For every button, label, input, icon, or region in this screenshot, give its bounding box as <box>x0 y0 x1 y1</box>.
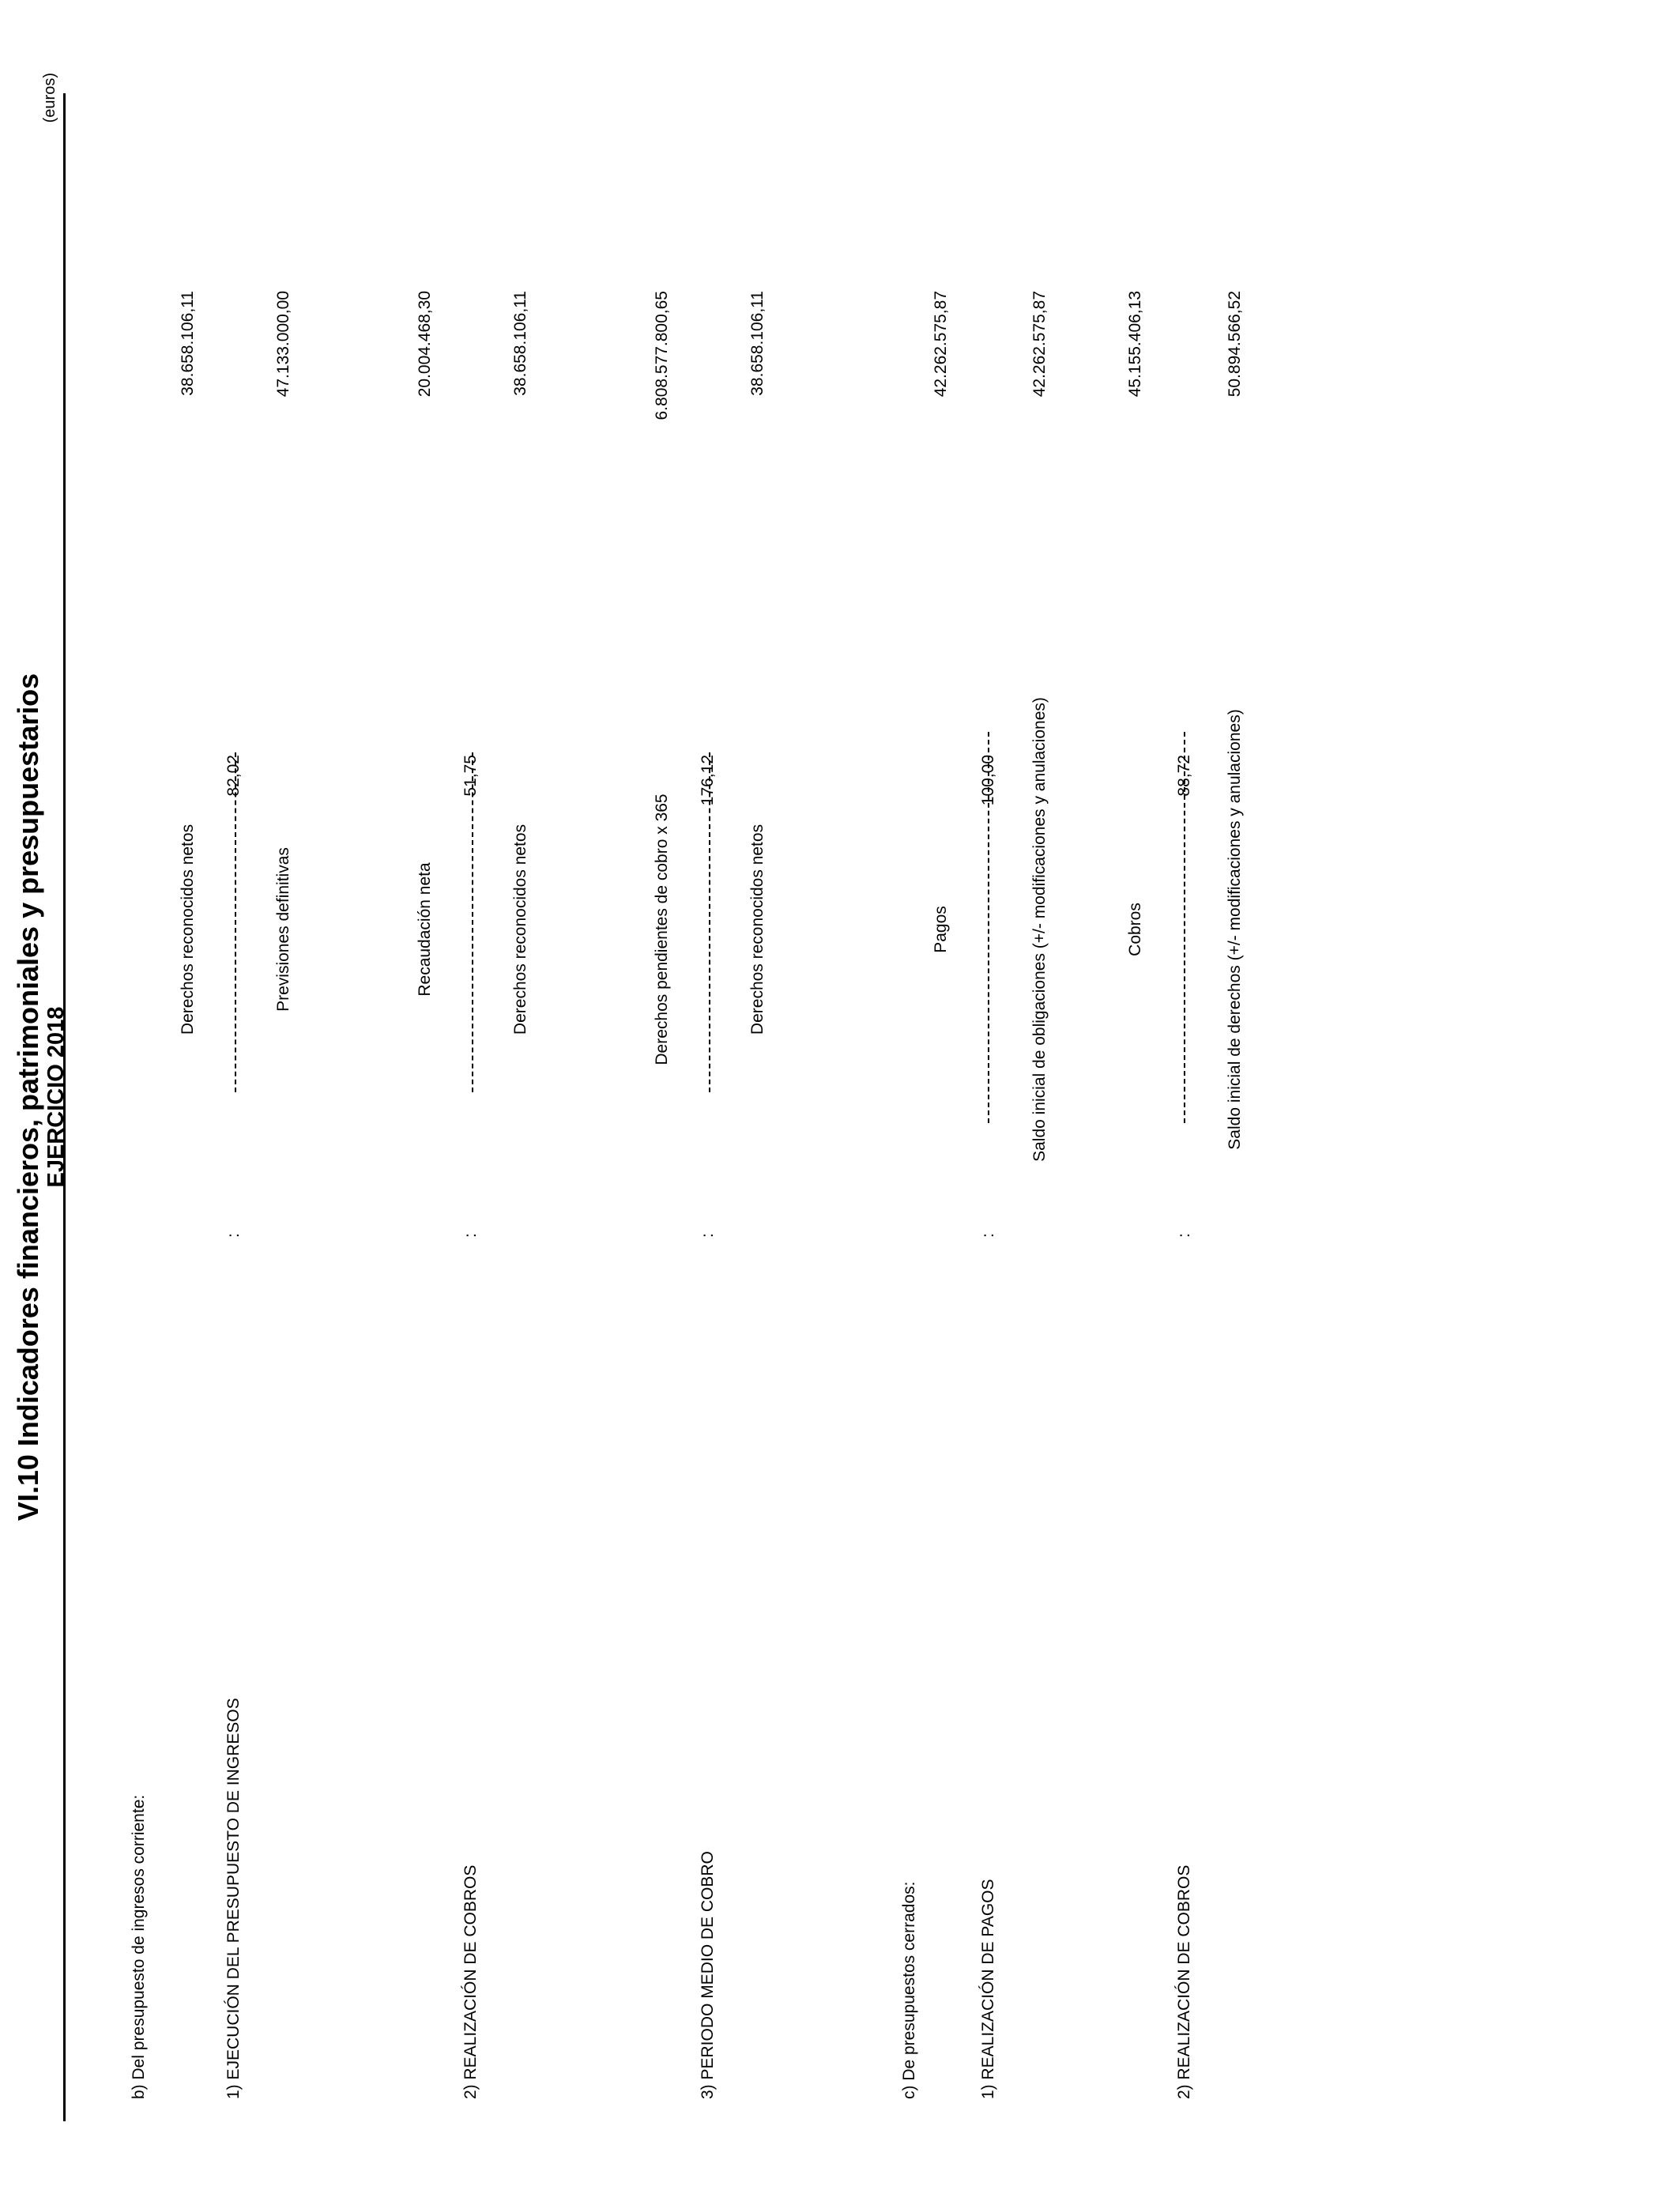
denominator-label: Derechos reconocidos netos <box>748 824 767 1035</box>
numerator-value: 42.262.575,87 <box>932 291 950 398</box>
denominator-label: Derechos reconocidos netos <box>511 824 529 1035</box>
fraction-divider <box>709 752 710 1092</box>
indicator-colon: : <box>979 1233 997 1238</box>
fraction-divider <box>1184 732 1185 1123</box>
indicator-value: 82,02 <box>224 755 243 797</box>
numerator-label: Derechos pendientes de cobro x 365 <box>653 794 671 1065</box>
indicator-colon: : <box>224 1233 243 1238</box>
indicator-colon: : <box>1175 1233 1193 1238</box>
numerator-label: Pagos <box>932 906 950 953</box>
indicator-colon: : <box>461 1233 480 1238</box>
numerator-value: 20.004.468,30 <box>416 291 434 398</box>
denominator-label: Saldo inicial de derechos (+/- modificaciones y anulaciones) <box>1226 709 1244 1150</box>
denominator-value: 38.658.106,11 <box>748 291 767 396</box>
denominator-label: Previsiones definitivas <box>274 847 292 1012</box>
numerator-label: Derechos reconocidos netos <box>179 824 197 1035</box>
indicator-label: 2) REALIZACIÓN DE COBROS <box>1175 1864 1193 2099</box>
section-c-heading: c) De presupuestos cerrados: <box>900 1881 918 2099</box>
fraction-divider <box>988 732 989 1123</box>
denominator-value: 50.894.566,52 <box>1226 291 1244 398</box>
numerator-value: 6.808.577.800,65 <box>653 291 671 420</box>
indicator-value: 51,75 <box>461 755 480 797</box>
numerator-value: 45.155.406,13 <box>1126 291 1144 398</box>
numerator-value: 38.658.106,11 <box>179 291 197 396</box>
denominator-value: 42.262.575,87 <box>1030 291 1049 398</box>
report-subtitle: EJERCICIO 2018 <box>43 1006 69 1188</box>
indicator-value: 100,00 <box>979 755 997 806</box>
denominator-label: Saldo inicial de obligaciones (+/- modificaciones y anulaciones) <box>1030 697 1049 1162</box>
indicator-label: 1) REALIZACIÓN DE PAGOS <box>979 1879 997 2099</box>
numerator-label: Recaudación neta <box>416 862 434 997</box>
denominator-value: 38.658.106,11 <box>511 291 529 396</box>
indicator-label: 2) REALIZACIÓN DE COBROS <box>461 1864 480 2099</box>
report-title: VI.10 Indicadores financieros, patrimoniales y presupuestarios <box>12 673 44 1521</box>
indicator-colon: : <box>699 1233 717 1238</box>
indicator-value: 176,12 <box>699 755 717 806</box>
indicator-value: 88,72 <box>1175 755 1193 797</box>
header-rule <box>63 93 66 2121</box>
denominator-value: 47.133.000,00 <box>274 291 292 398</box>
currency-unit: (euros) <box>41 73 58 123</box>
indicator-label: 1) EJECUCIÓN DEL PRESUPUESTO DE INGRESOS <box>224 1698 243 2099</box>
indicator-label: 3) PERIODO MEDIO DE COBRO <box>699 1851 717 2099</box>
fraction-divider <box>472 752 473 1092</box>
section-b-heading: b) Del presupuesto de ingresos corriente: <box>130 1794 148 2099</box>
numerator-label: Cobros <box>1126 903 1144 956</box>
fraction-divider <box>235 752 236 1092</box>
